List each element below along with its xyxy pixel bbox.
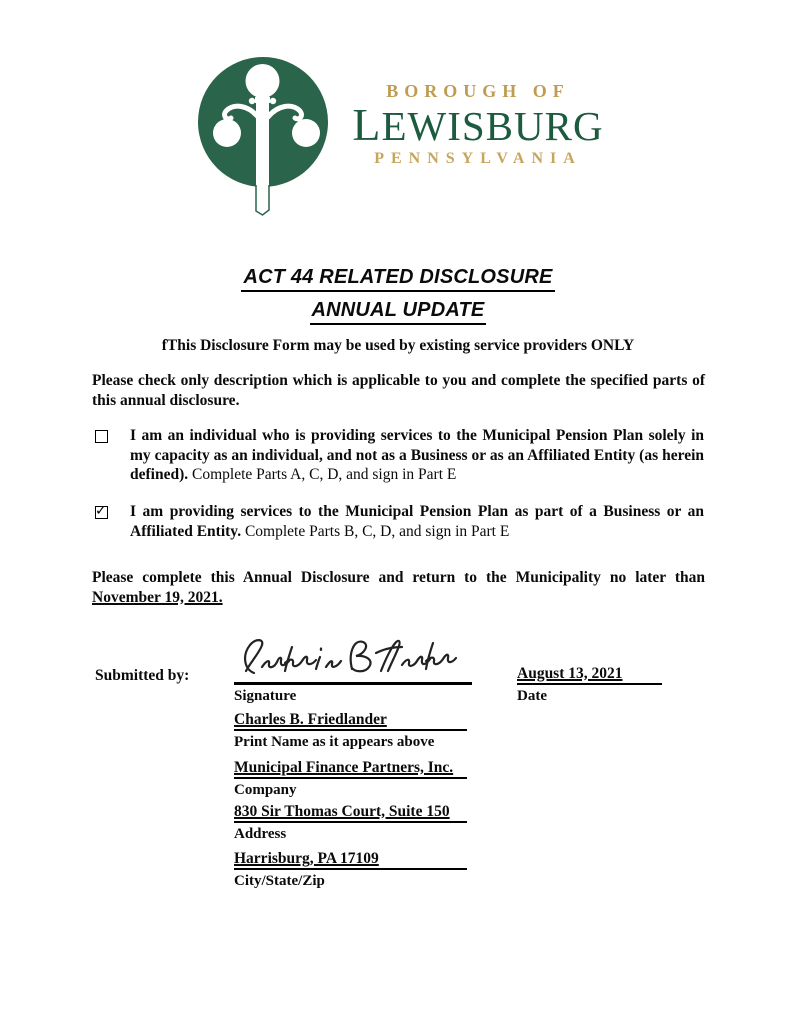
date-field [517, 665, 662, 705]
logo-lewisburg: LEWISBURG [352, 99, 604, 150]
company-line [234, 759, 467, 779]
company-value: Municipal Finance Partners, Inc. [234, 759, 454, 776]
page-title-line1: ACT 44 RELATED DISCLOSURE [241, 266, 554, 292]
date-label: Date [517, 688, 547, 704]
city-state-zip-value: Harrisburg, PA 17109 [234, 850, 379, 867]
logo-borough-of: BOROUGH OF [386, 81, 570, 101]
signature-line [234, 682, 472, 685]
city-state-zip-field [234, 850, 467, 890]
checkbox-business[interactable] [95, 506, 108, 519]
instructions-paragraph: Please check only description which is applicable to you and complete the specified parts of this annual disclosure. [92, 372, 705, 409]
signature-handwriting [236, 633, 464, 683]
option-individual [95, 426, 705, 485]
company-field [234, 759, 467, 799]
logo-wordmark [336, 80, 620, 169]
date-value: August 13, 2021 [517, 665, 623, 682]
print-name-label: Print Name as it appears above [234, 734, 435, 750]
lamppost-icon [196, 57, 332, 217]
option-business-text: I am providing services to the Municipal Pension Plan as part of a Business or an Affiliated Entity. Complete Parts B, C, D, and sign in Part E [130, 503, 704, 540]
option-individual-text: I am an individual who is providing services to the Municipal Pension Plan solely in my capacity as an individual, and not as a Business or as an Affiliated Entity (as herein defined). Complete Parts A, C, D, and sign in Part E [130, 427, 704, 483]
date-line [517, 665, 662, 685]
page-title [0, 266, 796, 325]
address-value: 830 Sir Thomas Court, Suite 150 [234, 803, 450, 820]
submitted-by-label: Submitted by: [95, 667, 190, 684]
deadline-date: November 19, 2021. [92, 588, 223, 606]
address-field [234, 803, 467, 843]
logo-pennsylvania: PENNSYLVANIA [374, 150, 582, 167]
signature-label: Signature [234, 688, 297, 704]
city-state-zip-line [234, 850, 467, 870]
print-name-field [234, 711, 467, 751]
address-label: Address [234, 826, 287, 842]
print-name-value: Charles B. Friedlander [234, 711, 387, 728]
company-label: Company [234, 782, 297, 798]
deadline-paragraph: Please complete this Annual Disclosure and return to the Municipality no later than November 19, 2021. [92, 569, 705, 606]
checkbox-individual[interactable] [95, 430, 108, 443]
address-line [234, 803, 467, 823]
subtitle: fThis Disclosure Form may be used by existing service providers ONLY [161, 337, 635, 354]
city-state-zip-label: City/State/Zip [234, 873, 325, 889]
print-name-line [234, 711, 467, 731]
page-title-line2: ANNUAL UPDATE [310, 299, 487, 325]
option-business [95, 502, 705, 541]
